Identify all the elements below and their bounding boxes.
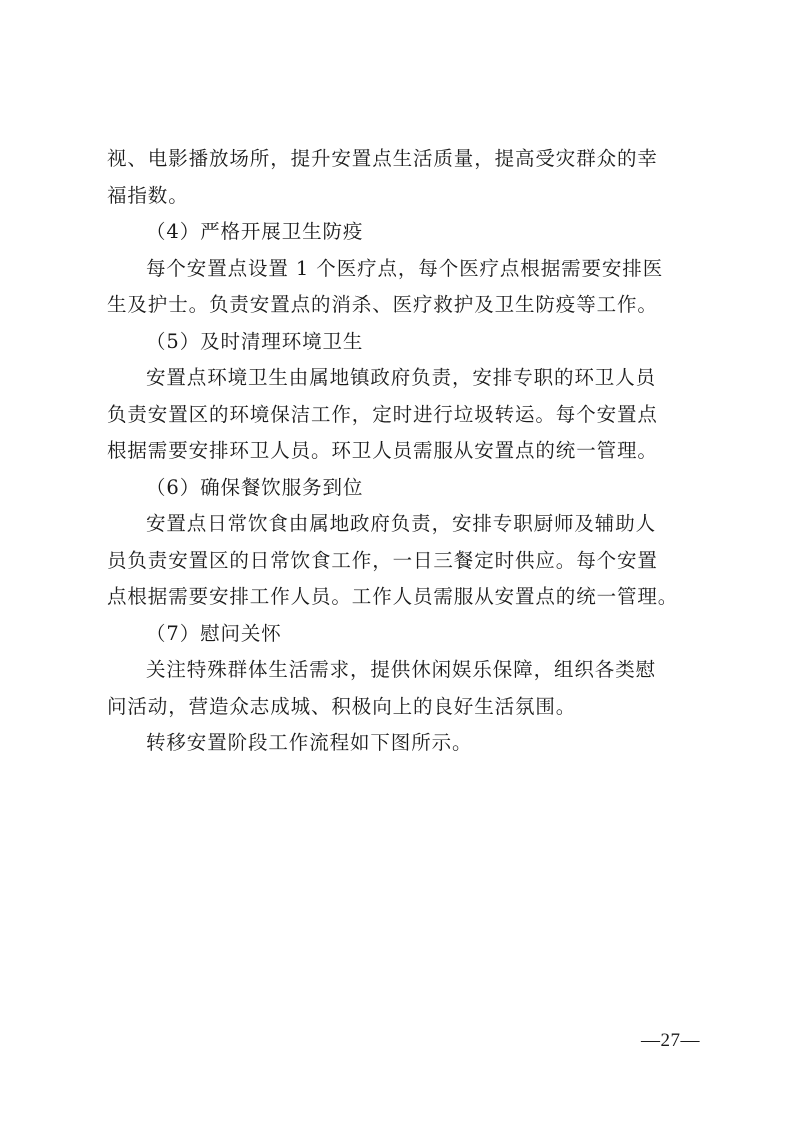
body-line: 生及护士。负责安置点的消杀、医疗救护及卫生防疫等工作。 xyxy=(107,293,658,316)
body-line: 根据需要安排环卫人员。环卫人员需服从安置点的统一管理。 xyxy=(107,439,658,462)
document-body xyxy=(107,141,697,762)
paragraph-first-line: 转移安置阶段工作流程如下图所示。 xyxy=(146,731,473,754)
section-heading-6: （6）确保餐饮服务到位 xyxy=(146,475,364,499)
body-line: 视、电影播放场所，提升安置点生活质量，提高受灾群众的幸 xyxy=(107,147,658,170)
paragraph-first-line: 安置点日常饮食由属地政府负责，安排专职厨师及辅助人 xyxy=(146,512,657,535)
section-heading-7: （7）慰问关怀 xyxy=(146,621,282,645)
body-line: 点根据需要安排工作人员。工作人员需服从安置点的统一管理。 xyxy=(107,585,679,608)
paragraph-first-line: 关注特殊群体生活需求，提供休闲娱乐保障，组织各类慰 xyxy=(146,658,657,681)
section-heading-4: （4）严格开展卫生防疫 xyxy=(146,220,364,243)
paragraph-first-line: 安置点环境卫生由属地镇政府负责，安排专职的环卫人员 xyxy=(146,366,657,389)
body-line: 员负责安置区的日常饮食工作，一日三餐定时供应。每个安置 xyxy=(107,548,658,572)
body-line: 负责安置区的环境保洁工作，定时进行垃圾转运。每个安置点 xyxy=(107,402,658,426)
paragraph-first-line: 每个安置点设置 1 个医疗点，每个医疗点根据需要安排医 xyxy=(146,256,664,280)
section-heading-5: （5）及时清理环境卫生 xyxy=(146,329,364,353)
page-number: —27— xyxy=(641,1030,700,1051)
body-line: 问活动，营造众志成城、积极向上的良好生活氛围。 xyxy=(107,694,577,718)
body-line: 福指数。 xyxy=(107,183,189,207)
